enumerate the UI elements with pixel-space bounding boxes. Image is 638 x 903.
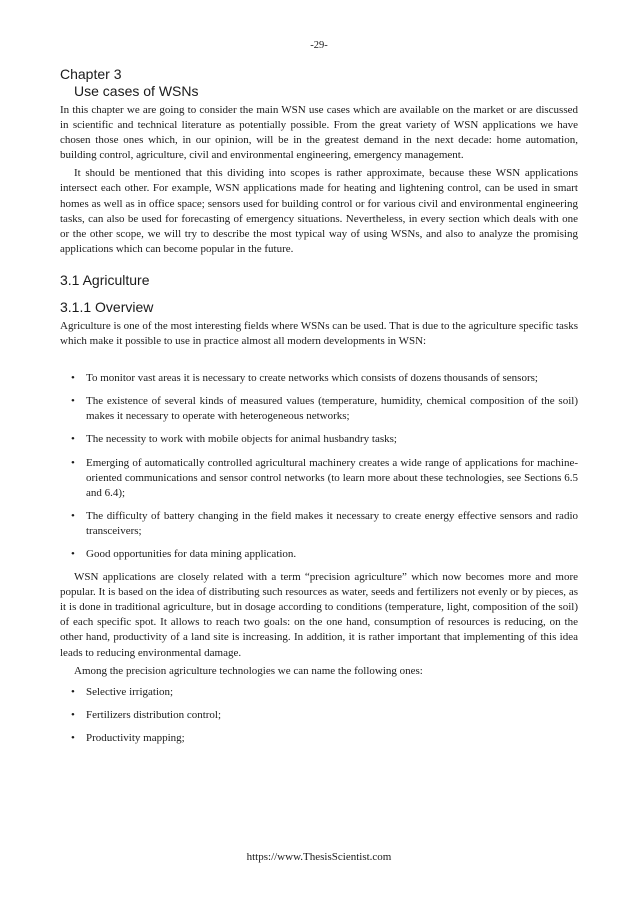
paragraph-agri-intro: Agriculture is one of the most interesting fields where WSNs can be used. That is due to the agriculture specific tasks which make it possible to use in practice almost all modern developments in WSN:	[60, 319, 578, 348]
technologies-list	[60, 685, 578, 746]
paragraph-precision: WSN applications are closely related with a term “precision agriculture” which now becomes more and more popular. It is based on the idea of distributing such resources as water, seeds and fertilizers not evenly or by pieces, as it is done in traditional agriculture, but in dosage according to conditions (temperature, light, composition of the soil) of each specific spot. It allows to reach two goals: on the one hand, consumption of resources is reducing, on the other hand, productivity of a land site is increasing. In addition, it is rather important that implementing of this idea leads to reducing environmental damage.	[60, 571, 578, 659]
paragraph-intro: In this chapter we are going to consider the main WSN use cases which are available on the market or are discussed in scientific and technical literature as potentially possible. From the great variety of WSN applications we have chosen those ones which, in our opinion, will be in the greatest demand in the next decade: home automation, building control, agriculture, civil and environmental engineering, emergency management.	[60, 104, 578, 162]
list-item-text: Productivity mapping;	[86, 731, 185, 744]
list-item	[60, 432, 578, 447]
footer-url: https://www.ThesisScientist.com	[246, 851, 392, 863]
list-item-text: The necessity to work with mobile objects for animal husbandry tasks;	[86, 433, 397, 446]
list-item-text: The existence of several kinds of measured values (temperature, humidity, chemical composition of the soil) makes it necessary to operate with heterogeneous networks;	[86, 395, 578, 423]
list-item	[60, 456, 578, 501]
bullet-icon: •	[71, 547, 75, 560]
bullet-icon: •	[71, 685, 75, 698]
list-item	[60, 371, 578, 386]
list-item-text: Good opportunities for data mining application.	[86, 547, 297, 560]
bullet-icon: •	[71, 456, 75, 469]
list-item	[60, 547, 578, 562]
list-item-text: To monitor vast areas it is necessary to create networks which consists of dozens thousands of sensors;	[86, 372, 538, 385]
chapter-title: Chapter 3	[60, 66, 122, 82]
list-item	[60, 394, 578, 424]
list-item-text: The difficulty of battery changing in the field makes it necessary to create energy effective sensors and radio transceivers;	[86, 509, 578, 537]
bullet-icon: •	[71, 395, 75, 408]
bullet-icon: •	[71, 372, 75, 385]
list-item	[60, 708, 578, 723]
list-item-text: Emerging of automatically controlled agricultural machinery creates a wide range of applications for machine-oriented communications and sensor control networks (to learn more about these technologies, see Sections 6.5 and 6.4);	[86, 456, 578, 499]
section-heading-agriculture: 3.1 Agriculture	[60, 271, 150, 288]
page-number: -29-	[310, 40, 328, 51]
list-item	[60, 509, 578, 539]
bullet-icon: •	[71, 708, 75, 721]
list-item-text: Selective irrigation;	[86, 685, 174, 698]
chapter-subtitle: Use cases of WSNs	[74, 83, 199, 99]
list-item	[60, 731, 578, 746]
agri-tasks-list	[60, 371, 578, 562]
bullet-icon: •	[71, 509, 75, 522]
page-content	[60, 66, 578, 754]
list-item-text: Fertilizers distribution control;	[86, 708, 222, 721]
paragraph-technologies-intro: Among the precision agriculture technologies we can name the following ones:	[74, 664, 423, 677]
list-item	[60, 685, 578, 700]
paragraph-scopes: It should be mentioned that this dividing into scopes is rather approximate, because these WSN applications intersect each other. For example, WSN applications made for heating and lightening control, can be used in smart homes as well as in office space; sensors used for building control or for various civil and environmental engineering tasks, can also be used for forecasting of emergency situations. Nevertheless, in every section which deals with one or the other scope, we will try to describe the most typical way of using WSNs, and also to analyze the promising applications which can become popular in the future.	[60, 167, 578, 255]
bullet-icon: •	[71, 731, 75, 744]
subsection-heading-overview: 3.1.1 Overview	[60, 298, 154, 315]
bullet-icon: •	[71, 433, 75, 446]
